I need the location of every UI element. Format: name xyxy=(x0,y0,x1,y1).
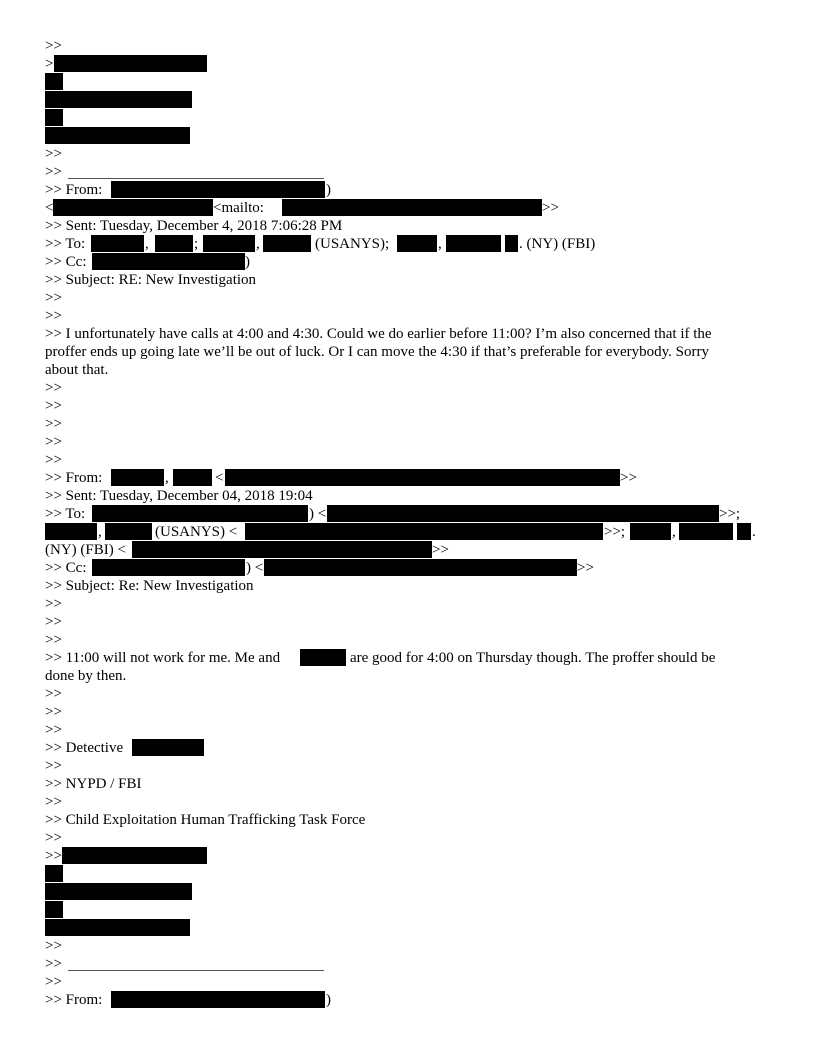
quote-marker: >> xyxy=(45,146,62,162)
message-line: done by then. xyxy=(45,668,127,684)
text-fragment: , xyxy=(672,524,676,540)
redaction-bar xyxy=(53,199,213,216)
quote-marker: >> xyxy=(45,956,62,972)
text-fragment: < xyxy=(45,200,54,216)
quote-marker: >> xyxy=(45,452,62,468)
redaction-bar xyxy=(45,109,63,126)
redaction-bar xyxy=(92,559,245,576)
redaction-bar xyxy=(264,559,577,576)
text-fragment: ) xyxy=(326,182,331,198)
redaction-bar xyxy=(132,739,204,756)
message-line: >> I unfortunately have calls at 4:00 and 4:30. Could we do earlier before 11:00? I’m also concerned that if the xyxy=(45,326,712,342)
redaction-bar xyxy=(397,235,437,252)
redaction-bar xyxy=(45,127,190,144)
text-fragment: ) xyxy=(245,254,250,270)
separator-line xyxy=(68,178,324,179)
subject-line: >> Subject: Re: New Investigation xyxy=(45,578,254,594)
redaction-bar xyxy=(173,469,212,486)
text-fragment: >>; xyxy=(719,506,741,522)
text-fragment: >> xyxy=(542,200,559,216)
quote-marker: >> xyxy=(45,596,62,612)
from-label: >> From: xyxy=(45,182,103,198)
text-fragment: (NY) (FBI) < xyxy=(45,542,126,558)
quote-marker: >> xyxy=(45,830,62,846)
redaction-bar xyxy=(225,469,620,486)
text-fragment: ; xyxy=(194,236,199,252)
redaction-bar xyxy=(45,901,63,918)
quote-marker: >> xyxy=(45,686,62,702)
quote-marker: >> xyxy=(45,722,62,738)
sent-line: >> Sent: Tuesday, December 04, 2018 19:04 xyxy=(45,488,313,504)
text-fragment: (USANYS) < xyxy=(155,524,238,540)
text-fragment: , xyxy=(256,236,260,252)
redaction-bar xyxy=(111,181,325,198)
redaction-bar xyxy=(300,649,346,666)
message-line: are good for 4:00 on Thursday though. The proffer should be xyxy=(350,650,716,666)
redaction-bar xyxy=(111,469,164,486)
quote-marker: >> xyxy=(45,434,62,450)
quote-marker: >> xyxy=(45,974,62,990)
redaction-bar xyxy=(92,253,245,270)
text-fragment: ) < xyxy=(309,506,327,522)
redaction-bar xyxy=(62,847,207,864)
text-fragment: (USANYS); xyxy=(315,236,390,252)
text-fragment: >> xyxy=(432,542,449,558)
text-fragment: , xyxy=(145,236,149,252)
quote-marker: >> xyxy=(45,794,62,810)
redaction-bar xyxy=(327,505,719,522)
quote-marker: > xyxy=(45,56,54,72)
to-label: >> To: xyxy=(45,506,86,522)
text-fragment: , xyxy=(165,470,169,486)
quote-marker: >> xyxy=(45,398,62,414)
redaction-bar xyxy=(105,523,152,540)
quote-marker: >> xyxy=(45,848,62,864)
cc-label: >> Cc: xyxy=(45,254,87,270)
redaction-bar xyxy=(45,865,63,882)
redaction-bar xyxy=(282,199,542,216)
message-line: >> 11:00 will not work for me. Me and xyxy=(45,650,281,666)
text-fragment: . xyxy=(752,524,756,540)
redaction-bar xyxy=(54,55,207,72)
redaction-bar xyxy=(203,235,255,252)
text-fragment: >>; xyxy=(604,524,626,540)
redaction-bar xyxy=(263,235,311,252)
from-line xyxy=(45,181,102,199)
text-fragment: , xyxy=(98,524,102,540)
redaction-bar xyxy=(505,235,518,252)
to-label: >> To: xyxy=(45,236,86,252)
from-label: >> From: xyxy=(45,992,103,1008)
message-line: about that. xyxy=(45,362,109,378)
quote-marker: >> xyxy=(45,416,62,432)
redaction-bar xyxy=(45,523,97,540)
redaction-bar xyxy=(737,523,751,540)
signature-task-force: >> Child Exploitation Human Trafficking Task Force xyxy=(45,812,366,828)
redaction-bar xyxy=(679,523,733,540)
redaction-bar xyxy=(446,235,501,252)
signature-org: >> NYPD / FBI xyxy=(45,776,142,792)
message-line: proffer ends up going late we’ll be out of luck. Or I can move the 4:30 if that’s preferable for everybody. Sorry xyxy=(45,344,709,360)
redaction-bar xyxy=(45,919,190,936)
redaction-bar xyxy=(155,235,193,252)
quote-marker: >> xyxy=(45,632,62,648)
redaction-bar xyxy=(92,505,308,522)
text-fragment: . (NY) (FBI) xyxy=(519,236,596,252)
quote-marker: >> xyxy=(45,758,62,774)
mailto-label: <mailto: xyxy=(213,200,264,216)
text-fragment: >> xyxy=(577,560,594,576)
redaction-bar xyxy=(45,883,192,900)
redaction-bar xyxy=(245,523,603,540)
subject-line: >> Subject: RE: New Investigation xyxy=(45,272,257,288)
text-fragment: < xyxy=(215,470,224,486)
redaction-bar xyxy=(630,523,671,540)
redaction-bar xyxy=(91,235,144,252)
text-fragment: ) < xyxy=(246,560,264,576)
from-label: >> From: xyxy=(45,470,103,486)
quote-marker: >> xyxy=(45,614,62,630)
text-fragment: , xyxy=(438,236,442,252)
cc-label: >> Cc: xyxy=(45,560,87,576)
quote-marker: >> xyxy=(45,164,62,180)
redaction-bar xyxy=(132,541,432,558)
signature-title: >> Detective xyxy=(45,740,124,756)
quote-marker: >> xyxy=(45,938,62,954)
quote-marker: >> xyxy=(45,704,62,720)
sent-line: >> Sent: Tuesday, December 4, 2018 7:06:28 PM xyxy=(45,218,343,234)
separator-line xyxy=(68,970,324,971)
quote-marker: >> xyxy=(45,308,62,324)
redaction-bar xyxy=(45,91,192,108)
text-fragment: >> xyxy=(620,470,637,486)
text-fragment: ) xyxy=(326,992,331,1008)
redaction-bar xyxy=(111,991,325,1008)
quote-marker: >> xyxy=(45,290,62,306)
quote-marker: >> xyxy=(45,380,62,396)
quote-marker: >> xyxy=(45,38,62,54)
redaction-bar xyxy=(45,73,63,90)
